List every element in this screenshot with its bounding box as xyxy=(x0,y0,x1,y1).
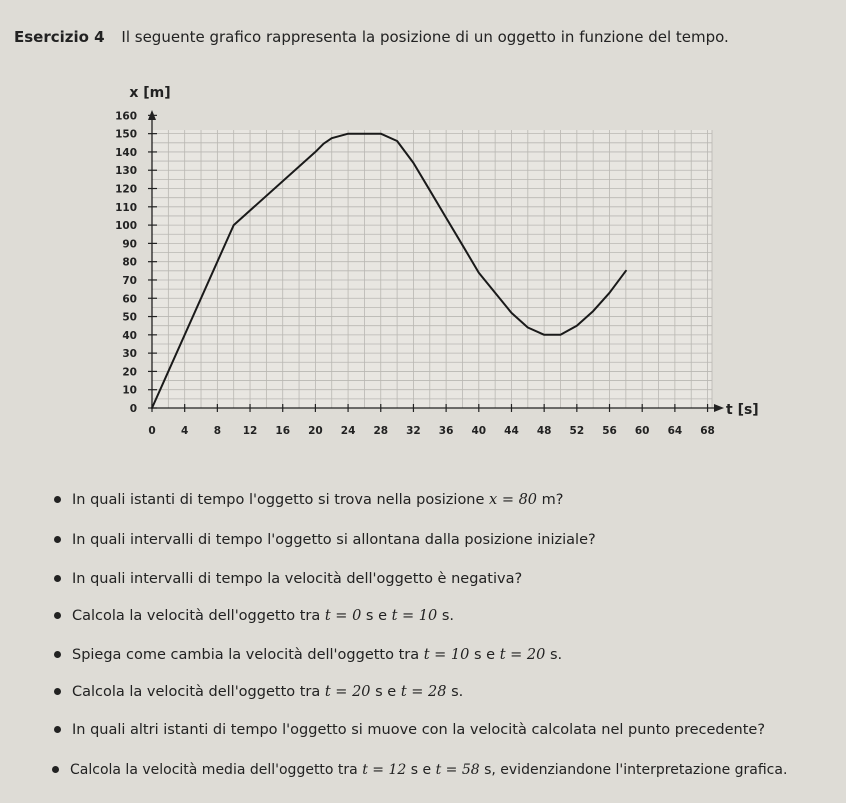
question-item: In quali altri istanti di tempo l'oggetto si muove con la velocità calcolata nel punto precedente? xyxy=(54,722,765,738)
bullet-icon xyxy=(54,575,61,582)
x-tick-label: 52 xyxy=(569,425,585,437)
y-tick-label: 110 xyxy=(115,201,137,214)
grid-background xyxy=(152,130,712,408)
y-tick-label: 130 xyxy=(115,165,137,178)
y-tick-label: 40 xyxy=(122,329,137,342)
bullet-icon xyxy=(54,536,61,543)
question-item: Spiega come cambia la velocità dell'oggetto tra t = 10 s e t = 20 s. xyxy=(54,647,562,663)
y-tick-label: 140 xyxy=(115,146,137,159)
x-tick-label: 28 xyxy=(373,425,389,437)
x-tick-label: 16 xyxy=(275,425,291,437)
y-tick-label: 100 xyxy=(115,220,137,233)
y-axis-label: x [m] xyxy=(129,85,171,101)
question-item: Calcola la velocità dell'oggetto tra t = 0 s e t = 10 s. xyxy=(54,608,454,624)
bullet-icon xyxy=(52,766,59,773)
x-tick-label: 8 xyxy=(213,425,222,437)
x-tick-label: 4 xyxy=(181,425,189,437)
question-item: In quali istanti di tempo l'oggetto si trova nella posizione x = 80 m? xyxy=(54,492,563,508)
x-axis-label: t [s] xyxy=(726,402,759,418)
x-tick-label: 12 xyxy=(242,425,258,437)
bullet-icon xyxy=(54,612,61,619)
x-tick-label: 60 xyxy=(634,425,650,437)
y-tick-label: 60 xyxy=(122,293,137,306)
question-item: In quali intervalli di tempo l'oggetto si allontana dalla posizione iniziale? xyxy=(54,532,596,548)
y-tick-label: 70 xyxy=(122,274,137,287)
x-tick-label: 68 xyxy=(700,425,715,437)
x-tick-label: 40 xyxy=(471,425,487,437)
exercise-label: Esercizio 4 xyxy=(14,28,105,46)
y-tick-label: 150 xyxy=(115,128,137,141)
y-tick-label: 20 xyxy=(122,366,137,379)
bullet-icon xyxy=(54,651,61,658)
bullet-icon xyxy=(54,688,61,695)
x-tick-label: 20 xyxy=(308,425,323,437)
bullet-icon xyxy=(54,726,61,733)
y-tick-label: 30 xyxy=(122,348,137,361)
y-tick-label: 120 xyxy=(115,183,137,196)
question-item: In quali intervalli di tempo la velocità dell'oggetto è negativa? xyxy=(54,571,522,587)
x-tick-label: 32 xyxy=(406,425,421,437)
y-tick-label: 0 xyxy=(129,403,137,415)
question-item: Calcola la velocità media dell'oggetto tra t = 12 s e t = 58 s, evidenziandone l'interpretazione grafica. xyxy=(52,762,787,778)
y-tick-label: 50 xyxy=(122,311,137,324)
x-tick-label: 64 xyxy=(667,425,683,437)
x-tick-label: 48 xyxy=(536,425,552,437)
y-tick-label: 10 xyxy=(122,384,137,397)
x-tick-label: 36 xyxy=(438,425,454,437)
y-tick-label: 80 xyxy=(122,256,137,269)
x-tick-label: 44 xyxy=(504,425,519,437)
bullet-icon xyxy=(54,496,61,503)
y-tick-label: 90 xyxy=(122,238,137,251)
x-tick-label: 0 xyxy=(148,425,156,437)
y-tick-label: 160 xyxy=(115,110,137,123)
question-item: Calcola la velocità dell'oggetto tra t = 20 s e t = 28 s. xyxy=(54,684,463,700)
x-tick-label: 56 xyxy=(602,425,617,437)
x-axis-arrow-icon xyxy=(714,404,724,412)
x-tick-label: 24 xyxy=(340,425,356,437)
exercise-statement: Il seguente grafico rappresenta la posizione di un oggetto in funzione del tempo. xyxy=(121,28,729,46)
